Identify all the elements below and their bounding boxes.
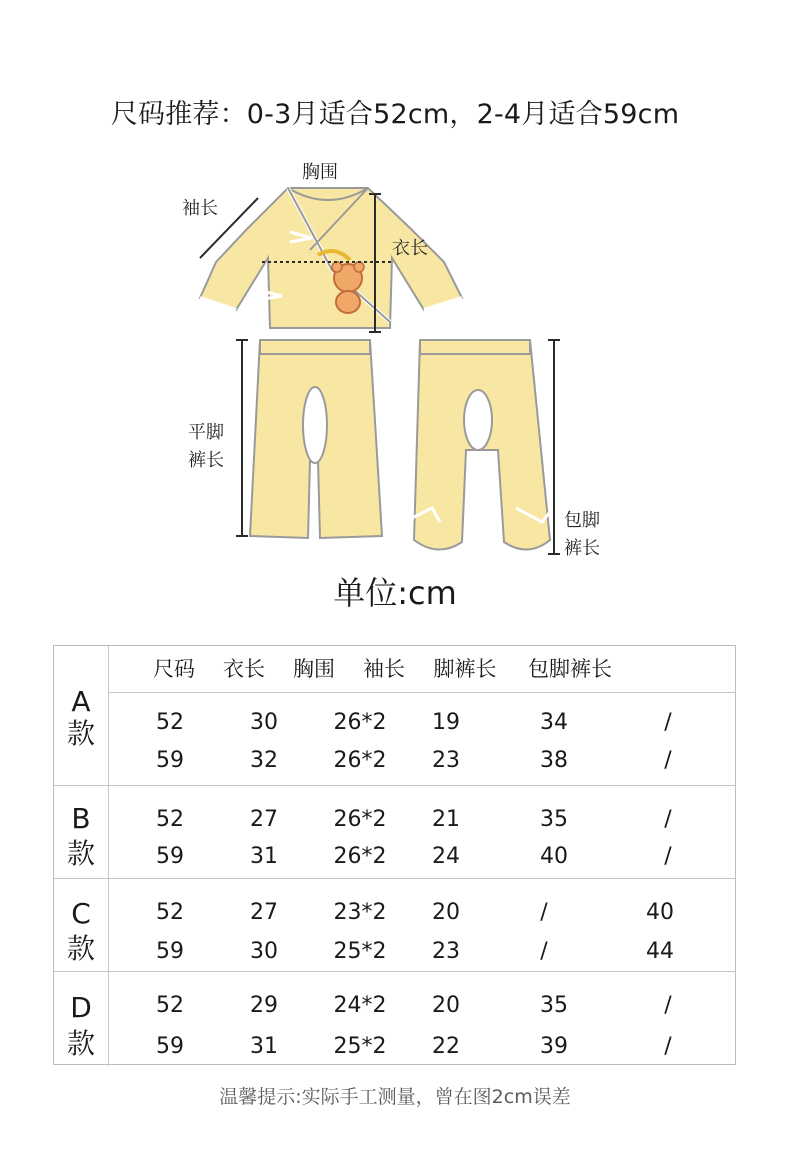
- size-table: [53, 645, 736, 1065]
- b-r2-sleeve: 24: [432, 844, 460, 869]
- footed-pants-label-line2: 裤长: [564, 538, 600, 559]
- c-r1-pants: /: [540, 900, 548, 925]
- row-divider-b: [54, 878, 736, 879]
- header-sleeve: 袖长: [363, 657, 405, 681]
- style-d-kuan: 款: [66, 1027, 95, 1060]
- footed-pants: [408, 340, 550, 550]
- header-top-length: 衣长: [223, 657, 265, 681]
- b-r2-pants: 40: [540, 844, 568, 869]
- b-r1-pants: 35: [540, 807, 568, 832]
- d-r2-pants: 39: [540, 1034, 568, 1059]
- d-r2-footed: /: [664, 1034, 672, 1059]
- row-divider-a: [54, 785, 736, 786]
- sleeve-label: 袖长: [182, 198, 218, 219]
- a-r2-pants: 38: [540, 748, 568, 773]
- c-r2-pants: /: [540, 939, 548, 964]
- a-r1-length: 30: [250, 710, 278, 735]
- header-divider: [108, 692, 736, 693]
- style-a-letter: A: [71, 685, 91, 718]
- b-r1-size: 52: [156, 807, 184, 832]
- c-r1-length: 27: [250, 900, 278, 925]
- top-length-label: 衣长: [392, 238, 428, 259]
- b-r2-footed: /: [664, 844, 672, 869]
- c-r1-chest: 23*2: [333, 900, 387, 925]
- b-r1-footed: /: [664, 807, 672, 832]
- d-r1-footed: /: [664, 993, 672, 1018]
- c-r2-length: 30: [250, 939, 278, 964]
- a-r2-sleeve: 23: [432, 748, 460, 773]
- c-r2-chest: 25*2: [333, 939, 387, 964]
- c-r2-footed: 44: [646, 939, 674, 964]
- a-r2-length: 32: [250, 748, 278, 773]
- a-r2-size: 59: [156, 748, 184, 773]
- d-r1-sleeve: 20: [432, 993, 460, 1018]
- header-footed-pants-length: 包脚裤长: [528, 657, 612, 681]
- style-a-kuan: 款: [66, 717, 95, 750]
- a-r1-pants: 34: [540, 710, 568, 735]
- unit-label: 单位:cm: [333, 574, 457, 612]
- b-r2-chest: 26*2: [333, 844, 387, 869]
- d-r2-size: 59: [156, 1034, 184, 1059]
- b-r1-chest: 26*2: [333, 807, 387, 832]
- a-r1-chest: 26*2: [333, 710, 387, 735]
- measurement-tip: 温馨提示:实际手工测量，曾在图2cm误差: [219, 1086, 571, 1108]
- header-pants-length: 脚裤长: [433, 657, 497, 681]
- d-r1-length: 29: [250, 993, 278, 1018]
- a-r1-size: 52: [156, 710, 184, 735]
- flat-pants: [250, 340, 382, 538]
- b-r2-size: 59: [156, 844, 184, 869]
- c-r2-size: 59: [156, 939, 184, 964]
- d-r2-chest: 25*2: [333, 1034, 387, 1059]
- b-r1-sleeve: 21: [432, 807, 460, 832]
- a-r1-sleeve: 19: [432, 710, 460, 735]
- c-r1-size: 52: [156, 900, 184, 925]
- size-recommendation-heading: 尺码推荐：0-3月适合52cm，2-4月适合59cm: [110, 99, 680, 130]
- header-chest: 胸围: [293, 657, 335, 681]
- d-r1-chest: 24*2: [333, 993, 387, 1018]
- a-r1-footed: /: [664, 710, 672, 735]
- a-r2-chest: 26*2: [333, 748, 387, 773]
- a-r2-footed: /: [664, 748, 672, 773]
- row-divider-c: [54, 971, 736, 972]
- flat-pants-label-line2: 裤长: [188, 450, 224, 471]
- style-c-kuan: 款: [66, 932, 95, 965]
- style-b-kuan: 款: [66, 837, 95, 870]
- d-r2-length: 31: [250, 1034, 278, 1059]
- d-r2-sleeve: 22: [432, 1034, 460, 1059]
- garment-illustration: [170, 150, 630, 570]
- c-r1-footed: 40: [646, 900, 674, 925]
- d-r1-pants: 35: [540, 993, 568, 1018]
- c-r1-sleeve: 20: [432, 900, 460, 925]
- footed-pants-label-line1: 包脚: [564, 510, 600, 531]
- garment-drawing: [170, 150, 630, 570]
- style-column-divider: [108, 646, 109, 1066]
- style-b-letter: B: [71, 802, 91, 835]
- d-r1-size: 52: [156, 993, 184, 1018]
- b-r2-length: 31: [250, 844, 278, 869]
- header-size: 尺码: [153, 657, 195, 681]
- style-c-letter: C: [71, 897, 91, 930]
- b-r1-length: 27: [250, 807, 278, 832]
- flat-pants-label-line1: 平脚: [188, 422, 224, 443]
- chest-label: 胸围: [302, 162, 338, 183]
- style-d-letter: D: [70, 991, 92, 1024]
- c-r2-sleeve: 23: [432, 939, 460, 964]
